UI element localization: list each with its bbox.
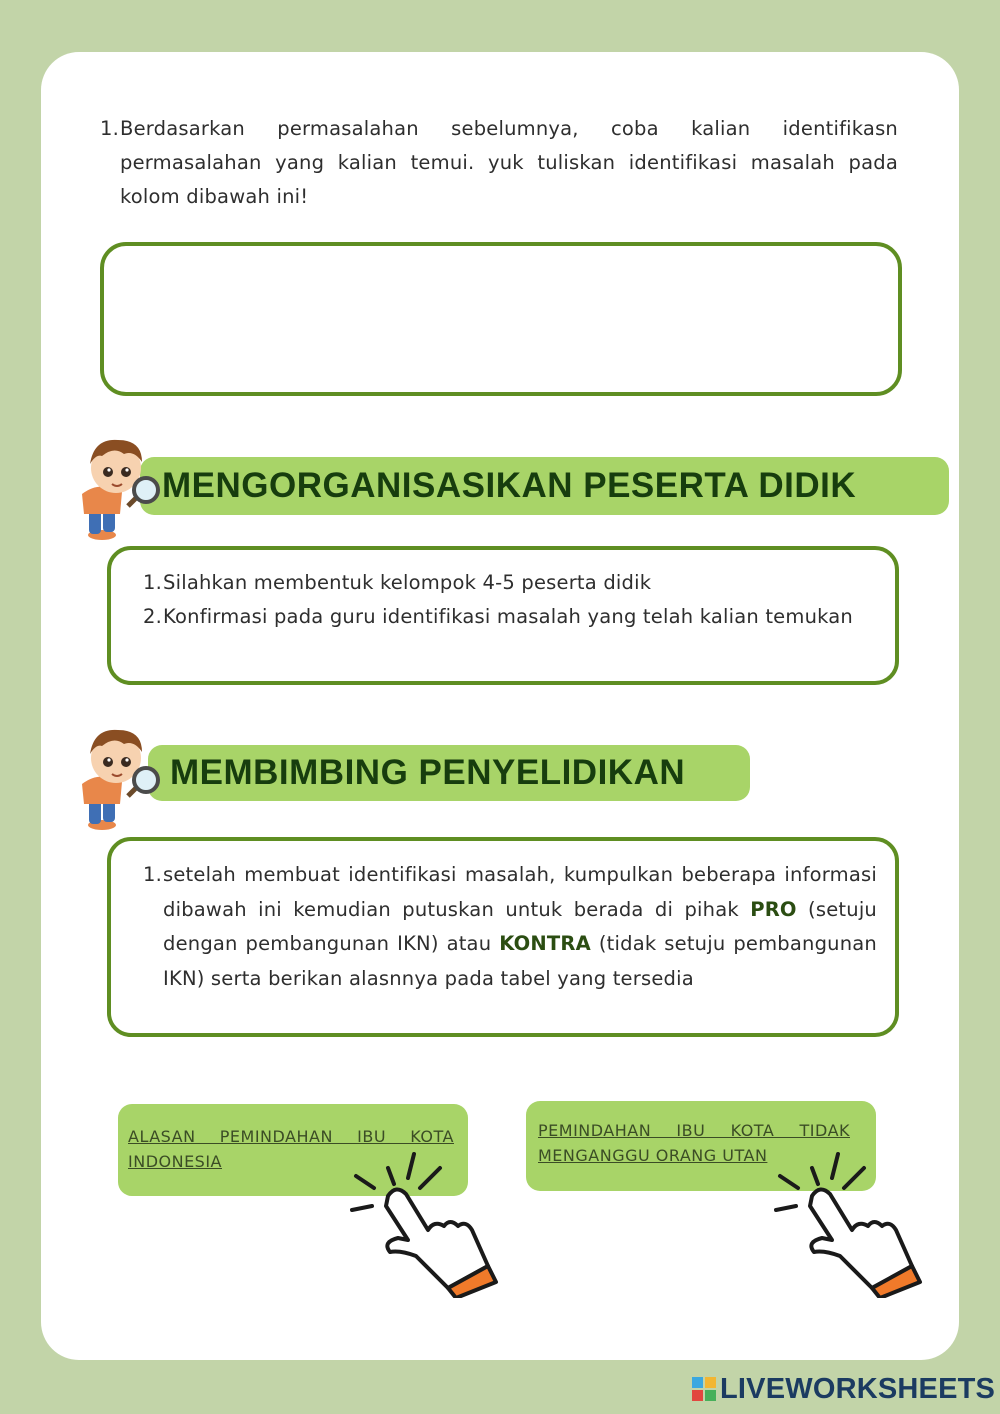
list-item-number: 1.: [143, 571, 163, 594]
answer-input-box[interactable]: [100, 242, 902, 396]
pro-label: PRO: [750, 897, 797, 921]
pointing-hand-icon: [348, 1148, 508, 1298]
list-item-text: Konfirmasi pada guru identifikasi masalah yang telah kalian temukan: [163, 605, 853, 628]
section-title-guide: MEMBIMBING PENYELIDIKAN: [148, 745, 750, 801]
section2-instructions: [107, 837, 899, 1037]
pointing-hand-icon: [772, 1148, 932, 1298]
intro-instruction: [98, 112, 898, 214]
section1-instructions: [107, 546, 899, 685]
link-orang-utan[interactable]: PEMINDAHAN IBU KOTA TIDAK MENGANGGU ORANG UTAN: [526, 1101, 876, 1191]
liveworksheets-logo: [692, 1372, 995, 1406]
liveworksheets-logo-icon: [692, 1377, 716, 1401]
list-item-text-part1: setelah membuat identifikasi masalah, kumpulkan beberapa informasi dibawah ini kemudian putuskan untuk berada di pihak: [163, 863, 877, 921]
list-item: [143, 566, 877, 600]
list-item-number: 1.: [143, 863, 163, 886]
kontra-label: KONTRA: [499, 932, 591, 955]
list-item: [143, 858, 877, 996]
section-title-organize: MENGORGANISASIKAN PESERTA DIDIK: [140, 457, 949, 515]
intro-text: Berdasarkan permasalahan sebelumnya, coba kalian identifikasn permasalahan yang kalian temui. yuk tuliskan identifikasi masalah pada kolom dibawah ini!: [120, 117, 898, 208]
list-item-number: 2.: [143, 605, 163, 628]
brand-name: LIVEWORKSHEETS: [720, 1372, 996, 1405]
intro-number: 1.: [100, 117, 120, 140]
link-alasan-pemindahan[interactable]: ALASAN PEMINDAHAN IBU KOTA INDONESIA: [118, 1104, 468, 1196]
list-item-text-part2: (setuju dengan pembangunan IKN) atau: [163, 897, 877, 955]
detective-kid-icon: [72, 722, 162, 832]
detective-kid-icon: [72, 432, 162, 542]
list-item-text: Silahkan membentuk kelompok 4-5 peserta didik: [163, 571, 652, 594]
list-item-text-part3: (tidak setuju pembangunan IKN) serta berikan alasnnya pada tabel yang tersedia: [163, 932, 877, 990]
list-item: [143, 600, 877, 634]
